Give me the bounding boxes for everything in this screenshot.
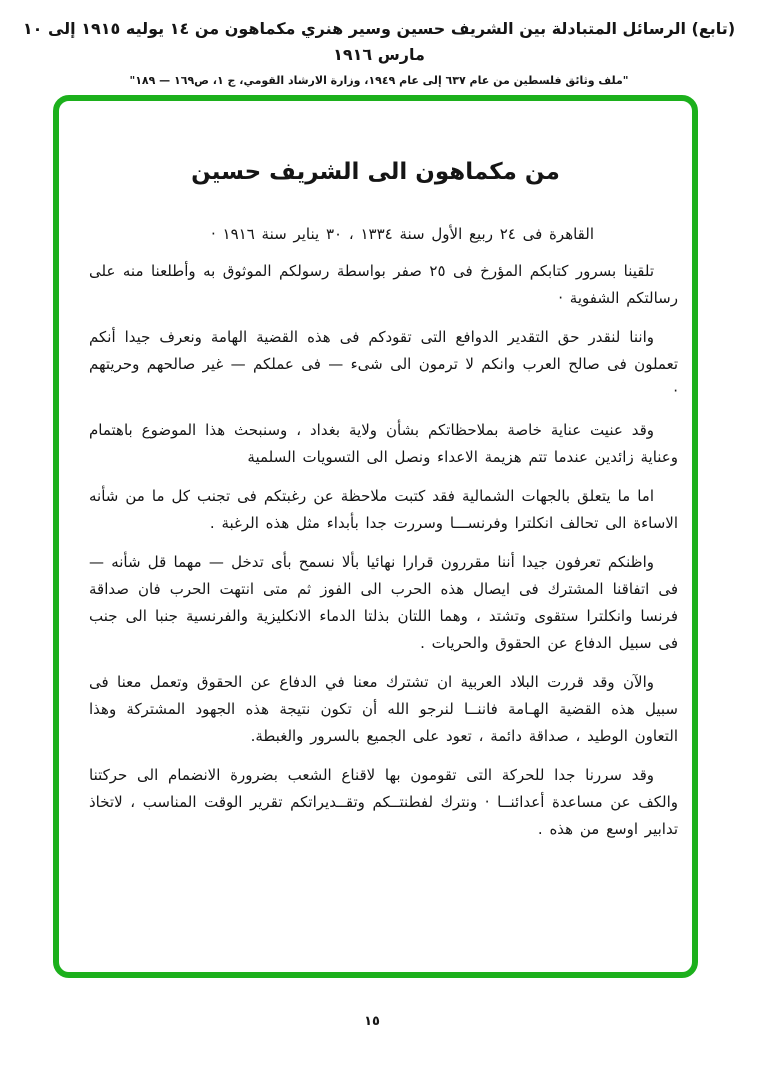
page-number: ١٥ — [364, 1014, 380, 1029]
letter-paragraph: تلقينا بسرور كتابكم المؤرخ فى ٢٥ صفر بواسطة رسولكم الموثوق به وأطلعنا منه على رسالتكم الشفوية · — [89, 262, 678, 307]
letter-paragraph: وقد سررنا جدا للحركة التى تقومون بها لاقناع الشعب بضرورة الانضمام الى حركتنا والكف عن مساعدة أعدائنــا · ونترك لفطنتــكم وتقــديراتكم تقرير الوقت المناسب ، لاتخاذ تدابير اوسع من هذه . — [89, 766, 678, 838]
letter-paragraph: والآن وقد قررت البلاد العربية ان تشترك معنا في الدفاع عن الحقوق وتعمل معنا فى سبيل هذه القضية الهـامة فاننــا لنرجو الله أن تكون نتيجة هذه الجهود المشتركة وهذا التعاون الوطيد ، صداقة دائمة ، تعود على الجميع بالسرور والغبطة. — [89, 673, 678, 745]
letter-title: من مكماهون الى الشريف حسين — [191, 159, 560, 185]
letter-paragraph: واظنكم تعرفون جيدا أننا مقررون قرارا نهائيا بألا نسمح بأى تدخل — مهما قل شأنه — فى اتفاقنا المشترك فى ايصال هذه الحرب الى الفوز ثم متى انتهت الحرب فان صداقة فرنسا وانكلترا ستقوى وتشتد ، وهما اللتان بذلتا الدماء الانكليزية والفرنسية جنبا الى جنب فى سبيل الدفاع عن الحقوق والحريات . — [89, 553, 678, 652]
green-letter-frame — [53, 95, 698, 978]
letter-paragraph: وقد عنيت عناية خاصة بملاحظاتكم بشأن ولاية بغداد ، وسنبحث هذا الموضوع باهتمام وعناية زائدين عندما تتم هزيمة الاعداء ونصل الى التسويات السلمية — [89, 421, 678, 466]
letter-paragraph: واننا لنقدر حق التقدير الدوافع التى تقودكم فى هذه القضية الهامة ونعرف جيدا أنكم تعملون فى صالح العرب وانكم لا ترمون الى شىء — فى عملكم — غير صالحهم وحريتهم · — [89, 328, 678, 400]
letter-date-line: القاهرة فى ٢٤ ربيع الأول سنة ١٣٣٤ ، ٣٠ يناير سنة ١٩١٦ · — [211, 225, 594, 243]
document-header — [0, 16, 758, 87]
document-header-source-citation: "ملف وثائق فلسطين من عام ٦٣٧ إلى عام ١٩٤٩، وزارة الارشاد القومي، ج ١، ص١٦٩ — ١٨٩" — [129, 74, 629, 87]
letter-body — [59, 189, 692, 843]
document-header-title: (تابع) الرسائل المتبادلة بين الشريف حسين وسير هنري مكماهون من ١٤ يوليه ١٩١٥ إلى ١٠ مارس ١٩١٦ — [22, 19, 736, 64]
letter-paragraph: اما ما يتعلق بالجهات الشمالية فقد كتبت ملاحظة عن رغبتكم فى تجنب كل ما من شأنه الاساءة الى تحالف انكلترا وفرنســـا وسررت جدا بأبداء مثل هذه الرغبة . — [89, 487, 678, 532]
